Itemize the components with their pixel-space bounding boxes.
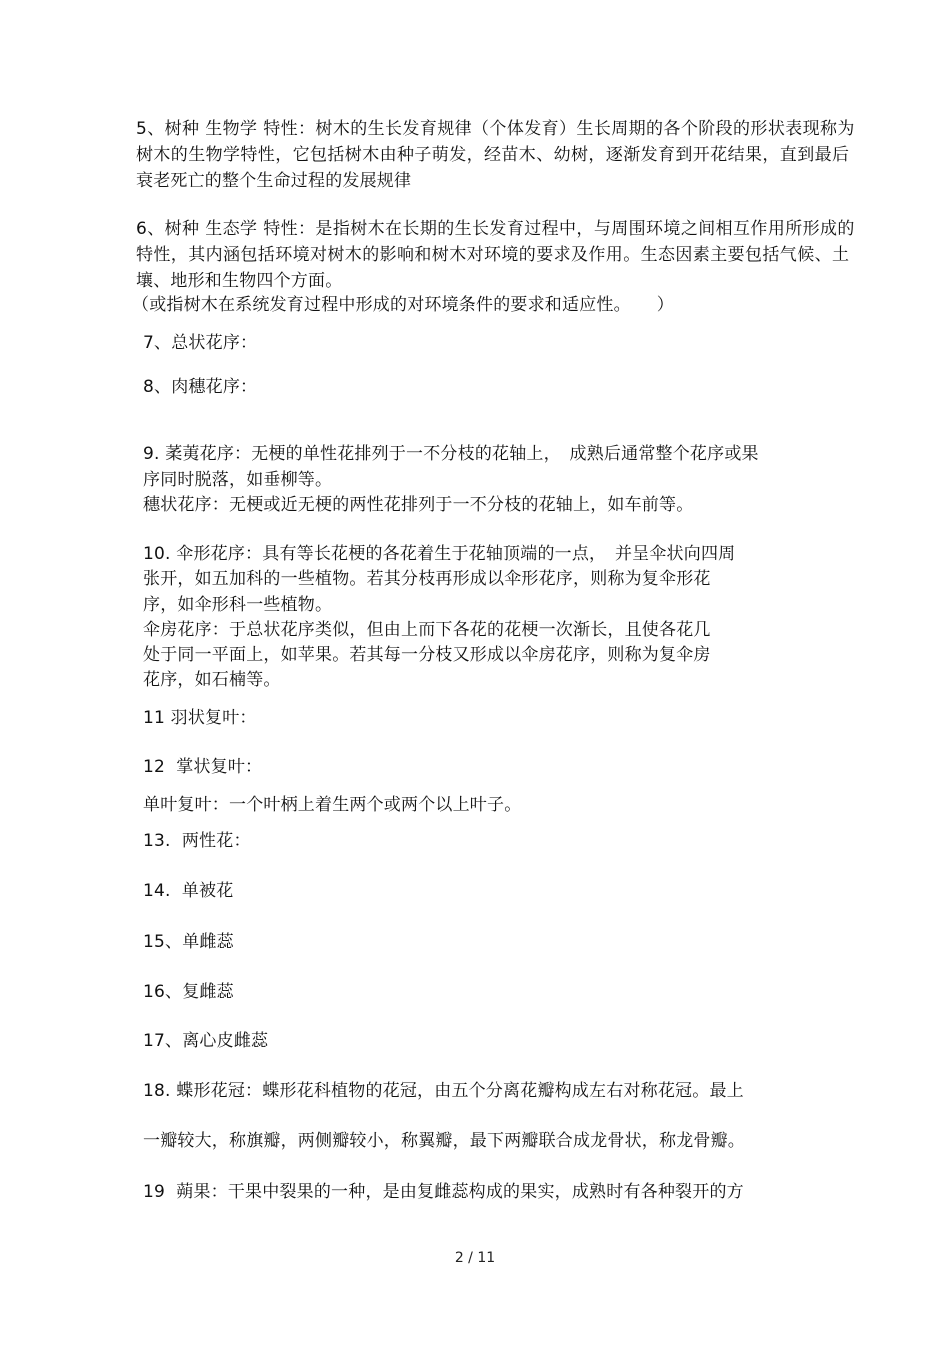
text-line: 13. 两性花： xyxy=(143,831,251,851)
text-line: 11 羽状复叶： xyxy=(143,708,257,728)
text-line: 9. 葇荑花序：无梗的单性花排列于一不分枝的花轴上， 成熟后通常整个花序或果 xyxy=(143,444,759,464)
text-line: 19 蒴果：干果中裂果的一种，是由复雌蕊构成的果实，成熟时有各种裂开的方 xyxy=(143,1182,744,1202)
text-line: 17、离心皮雌蕊 xyxy=(143,1031,269,1051)
text-line: 16、复雌蕊 xyxy=(143,982,234,1002)
text-line: 花序，如石楠等。 xyxy=(143,670,281,690)
text-line: 穗状花序：无梗或近无梗的两性花排列于一不分枝的花轴上，如车前等。 xyxy=(143,495,694,515)
text-line: 树木的生物学特性，它包括树木由种子萌发，经苗木、幼树，逐渐发育到开花结果，直到最后 xyxy=(136,145,850,165)
text-line: 14. 单被花 xyxy=(143,881,234,901)
text-line: 伞房花序：于总状花序类似，但由上而下各花的花梗一次渐长，且使各花几 xyxy=(143,620,711,640)
text-line: 12 掌状复叶： xyxy=(143,757,263,777)
text-line: 序，如伞形科一些植物。 xyxy=(143,595,333,615)
text-line: 处于同一平面上，如苹果。若其每一分枝又形成以伞房花序，则称为复伞房 xyxy=(143,645,711,665)
text-line: 15、单雌蕊 xyxy=(143,932,234,952)
text-line: 6、树种 生态学 特性：是指树木在长期的生长发育过程中，与周围环境之间相互作用所形成的 xyxy=(136,219,855,239)
text-line: （或指树木在系统发育过程中形成的对环境条件的要求和适应性。 ） xyxy=(132,295,674,315)
text-line: 8、肉穗花序： xyxy=(143,377,258,397)
page-number: 2 / 11 xyxy=(454,1250,496,1266)
text-line: 序同时脱落，如垂柳等。 xyxy=(143,470,333,490)
text-line: 单叶复叶：一个叶柄上着生两个或两个以上叶子。 xyxy=(143,795,522,815)
text-line: 张开，如五加科的一些植物。若其分枝再形成以伞形花序，则称为复伞形花 xyxy=(143,569,711,589)
text-line: 18. 蝶形花冠：蝶形花科植物的花冠，由五个分离花瓣构成左右对称花冠。最上 xyxy=(143,1081,744,1101)
text-line: 5、树种 生物学 特性：树木的生长发育规律（个体发育）生长周期的各个阶段的形状表现称为 xyxy=(136,119,855,139)
text-line: 壤、地形和生物四个方面。 xyxy=(136,271,343,291)
text-line: 衰老死亡的整个生命过程的发展规律 xyxy=(136,171,412,191)
text-line: 特性，其内涵包括环境对树木的影响和树木对环境的要求及作用。生态因素主要包括气候、土 xyxy=(136,245,850,265)
text-line: 一瓣较大，称旗瓣，两侧瓣较小，称翼瓣，最下两瓣联合成龙骨状，称龙骨瓣。 xyxy=(143,1131,745,1151)
text-line: 7、总状花序： xyxy=(143,333,258,353)
text-line: 10. 伞形花序：具有等长花梗的各花着生于花轴顶端的一点， 并呈伞状向四周 xyxy=(143,544,736,564)
